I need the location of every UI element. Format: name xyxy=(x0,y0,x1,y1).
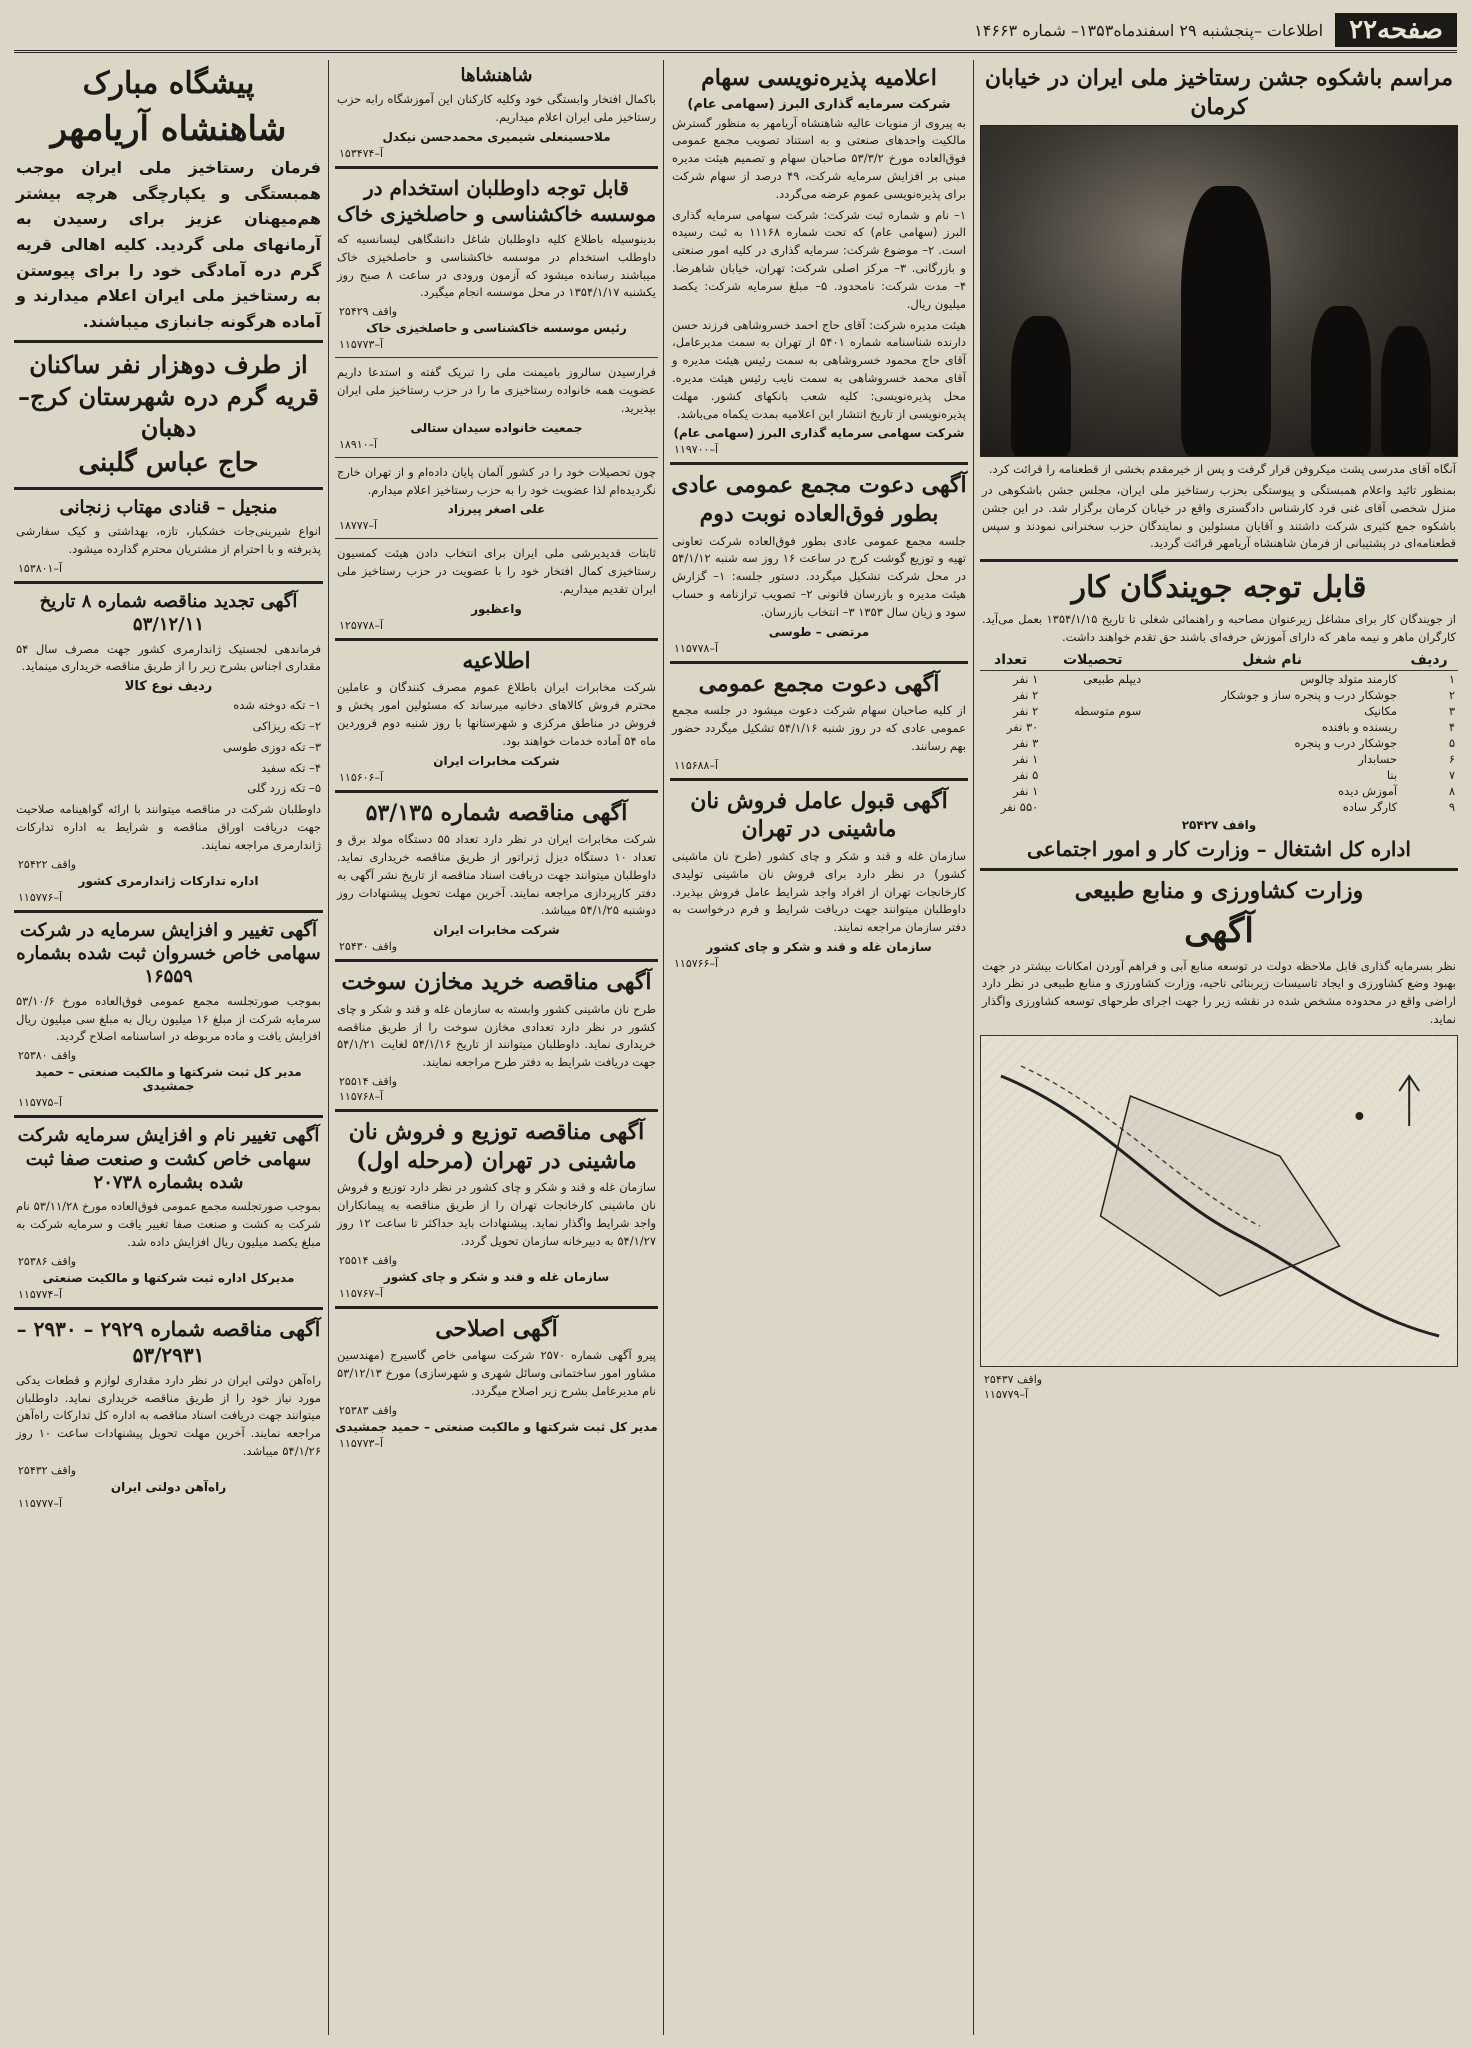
announcement-code: آ–۱۱۵۶۰۶ xyxy=(339,770,384,784)
capital1-headline: آگهی تغییر و افزایش سرمایه در شرکت سهامی خاص خسروان ثبت شده بشماره ۱۶۵۵۹ xyxy=(16,919,321,988)
table-header: نام شغل xyxy=(1144,650,1400,671)
land-map xyxy=(980,1035,1458,1367)
jobs-office: اداره کل اشتغال – وزارت کار و امور اجتماعی xyxy=(1027,836,1411,861)
column-2 xyxy=(670,60,968,2035)
fuel-code: واقف ۲۵۵۱۴ xyxy=(339,1075,398,1089)
distribution-code-2: آ–۱۱۵۷۶۷ xyxy=(339,1286,384,1300)
king-title-2: شاهنشاه آریامهر xyxy=(50,109,287,149)
shahinshaha-signature: ملاحسینعلی شیمیری محمدحسن نیکدل xyxy=(382,130,611,145)
table-row: ۴ ریسنده و بافنده ۳۰ نفر xyxy=(1006,719,1455,734)
shares-subtitle: شرکت سرمایه گذاری البرز (سهامی عام) xyxy=(687,96,951,112)
table-row: ۱ کارمند متولد چالوس دیپلم طبیعی ۱ نفر xyxy=(1013,671,1455,686)
announcement-signature: شرکت مخابرات ایران xyxy=(433,753,560,768)
meeting-signature: مرتضی – طوسی xyxy=(768,624,870,639)
table-row: ۶ حسابدار ۱ نفر xyxy=(1013,751,1455,766)
photo-caption: آنگاه آقای مدرسی پشت میکروفن قرار گرفت و پس از خیرمقدم بخشی از قطعنامه را قرائت کرد. xyxy=(988,462,1456,477)
ministry-name: وزارت کشاورزی و منابع طبیعی xyxy=(1074,877,1364,904)
shares-text-3: هیئت مدیره شرکت: آقای حاج احمد خسروشاهی فرزند حسن دارنده شناسنامه شماره ۵۴۰۱ از تهران به سمت مدیرعامل، آقای حاج محمود خسروشاهی به سمت رئیس هیئت مدیره و آقای محمد خسروشاهی به سمت نایب رئیس هیئت مدیره. محل پذیره‌نویسی: کلیه شعب بانکهای کشور. مهلت پذیره‌نویسی از تاریخ انتشار این اعلامیه بمدت یکماه می‌باشد. xyxy=(672,317,966,421)
ceremony-article: بمنظور تائید واعلام همبستگی و پیوستگی بحزب رستاخیز ملی ایران، مجلس جشن باشکوهی در منزل شخصی آقای غنی فرد کارشناس دادگستری واقع در خیابان کرمان برگزار شد. در این جشن باشکوه جمع کثیری شرکت داشتند و آقایان مسئولین و نمایندگان حزب سخنرانی نمودند و سپس قطعنامه‌ای در پشتیبانی از فرمان شاهنشاه آریامهر قرائت گردید. xyxy=(982,483,1456,551)
jobs-table xyxy=(980,650,1458,815)
announcement-text: شرکت مخابرات ایران باطلاع عموم مصرف کنندگان و عاملین محترم فروش کالاهای دخانیه میرساند که مسئولین امور پخش و فروش در مناطق مرکزی و شهرستانها با روز شنبه دوم فروردین ماه ۵۴ آماده خدمات خواهند بود. xyxy=(337,680,656,748)
table-header: تعداد xyxy=(980,650,1041,671)
jobs-intro: از جویندگان کار برای مشاغل زیرعنوان مصاحبه و راهنمائی شغلی تا تاریخ ۱۳۵۴/۱/۱۵ بعمل می‌آید. کارگران ماهر و نیمه ماهر که دارای آموزش حرفه‌ای باشند حق تقدم خواهند داشت. xyxy=(982,612,1456,645)
manjil-headline: منجیل – قنادی مهتاب زنجانی xyxy=(59,496,278,518)
loyalty-text: چون تحصیلات خود را در کشور آلمان پایان داده‌ام و از تهران خارج نگردیده‌ام لذا عضویت خود را به حزب رستاخیز اعلام میدارم. xyxy=(337,464,656,497)
capital2-text: بموجب صورتجلسه مجمع عمومی فوق‌العاده مورخ ۵۳/۱۱/۲۸ نام شرکت به کشت و صنعت صفا تغییر یافت و سرمایه شرکت به مبلغ یکصد میلیون ریال افزایش داده شد. xyxy=(16,1199,322,1250)
shares-headline: اعلامیه پذیره‌نویسی سهام xyxy=(701,65,937,91)
column-3 xyxy=(335,60,658,2035)
king-title-1: پیشگاه مبارک xyxy=(82,66,255,101)
map-code-2: آ–۱۱۵۷۷۹ xyxy=(984,1387,1029,1401)
party-code: آ–۱۸۹۱۰ xyxy=(339,437,378,451)
meeting-text: جلسه مجمع عمومی عادی بطور فوق‌العاده شرکت تعاونی تهیه و توزیع گوشت کرج در ساعت ۱۶ روز سه شنبه ۵۴/۱/۱۲ در محل شرکت تشکیل میگردد. دستور جلسه: ۱– گزارش هیئت مدیره و بازرسان قانونی ۲– تصویب ترازنامه و حساب سود و زیان سال ۱۳۵۳ ۳– انتخاب بازرسان. xyxy=(672,533,966,619)
rail-headline: آگهی مناقصه شماره ۲۹۲۹ – ۲۹۳۰ – ۵۳/۲۹۳۱ xyxy=(16,1316,321,1367)
map-drawing xyxy=(981,1036,1457,1366)
notice-heading: آگهی xyxy=(1184,911,1254,952)
list-item: ۱– تکه دوخته شده xyxy=(233,698,321,713)
bread-agent-signature: سازمان غله و قند و شکر و چای کشور xyxy=(706,939,932,954)
table-row: ۹ کارگر ساده ۵۵۰ نفر xyxy=(1000,799,1455,814)
hire-signature: رئیس موسسه خاکشناسی و حاصلخیزی خاک xyxy=(366,321,627,336)
table-row: ۸ آموزش دیده ۱ نفر xyxy=(1013,783,1455,798)
table-row: ۲ جوشکار درب و پنجره ساز و جوشکار ۲ نفر xyxy=(1013,687,1455,702)
rail-signature: راه‌آهن دولتی ایران xyxy=(110,1479,227,1494)
table-row: ۳ مکانیک سوم متوسطه ۲ نفر xyxy=(1013,703,1455,718)
rail-code-2: آ–۱۱۵۷۷۷ xyxy=(18,1496,63,1510)
cables-signature: واعظیور xyxy=(471,601,522,616)
capital2-code: واقف ۲۵۳۸۶ xyxy=(18,1254,77,1268)
party-text: فرارسیدن سالروز بامیمنت ملی را تبریک گفته و استدعا داریم عضویت همه خانواده رستاخیزی ما را در حزب رستاخیز ملی ایران بپذیرید. xyxy=(337,365,656,415)
list-item: ۴– تکه سفید xyxy=(261,760,321,775)
issue-line: اطلاعات –پنجشنبه ۲۹ اسفندماه۱۳۵۳– شماره ۱۴۶۶۳ xyxy=(974,20,1324,40)
correction-code-2: آ–۱۱۵۷۷۳ xyxy=(339,1436,384,1450)
capital2-signature: مدیرکل اداره ثبت شرکتها و مالکیت صنعتی xyxy=(42,1270,295,1285)
table-header: تحصیلات xyxy=(1041,650,1144,671)
correction-text: پیرو آگهی شماره ۲۵۷۰ شرکت سهامی خاص گاسیرج (مهندسین مشاور امور ساختمانی وسائل شهری و شهرسازی) مورخ ۵۳/۱۲/۱۳ نام مدیرعامل بشرح زیر اصلاح میگردد. xyxy=(337,1348,656,1398)
bread-agent-text: سازمان غله و قند و شکر و چای کشور (طرح نان ماشینی کشور) در نظر دارد برای فروش نان ماشینی تولیدی کارخانجات تهران از افراد واجد شرایط عامل فروش بپذیرد. داوطلبان میتوانند جهت دریافت شرایط و فرم درخواست به دفتر سازمان مراجعه نمایند. xyxy=(672,848,966,935)
cables-text: ثابتات قدیدیرشی ملی ایران برای انتخاب دادن هیئت کمسیون رستاخیزی کمال افتخار خود را با عضویت در حزب رستاخیز ملی ایران تقدیم میداریم. xyxy=(337,546,656,596)
ceremony-headline: مراسم باشکوه جشن رستاخیز ملی ایران در خیابان کرمان xyxy=(984,65,1454,120)
bread-agent-headline: آگهی قبول عامل فروش نان ماشینی در تهران xyxy=(690,787,948,843)
capital1-signature: مدیر کل ثبت شرکتها و مالکیت صنعتی – حمید جمشیدی xyxy=(35,1065,302,1094)
shares-signature: شرکت سهامی سرمایه گذاری البرز (سهامی عام) xyxy=(673,426,965,441)
announcement-headline: اطلاعیه xyxy=(462,647,531,674)
column-4 xyxy=(14,60,323,2035)
table-row: ۷ بنا ۵ نفر xyxy=(1013,767,1455,782)
correction-code: واقف ۲۵۳۸۳ xyxy=(339,1403,398,1417)
distribution-code: واقف ۲۵۵۱۴ xyxy=(339,1253,398,1267)
shahinshaha-text: باکمال افتخار وابستگی خود وکلیه کارکنان این آموزشگاه رابه حزب رستاخیز ملی ایران اعلام میداریم. xyxy=(337,92,656,125)
shahinshaha-headline: شاهنشاها xyxy=(460,65,533,86)
gm-headline: آگهی دعوت مجمع عمومی xyxy=(698,670,940,697)
column-rule xyxy=(663,60,664,2035)
village-headline: از طرف دوهزار نفر ساکنان قریه گرم دره شهرستان کرج–دهبان xyxy=(18,350,319,442)
hire-code-2: آ–۱۱۵۷۷۳ xyxy=(339,338,384,352)
distribution-signature: سازمان غله و قند و شکر و چای کشور xyxy=(383,1269,610,1284)
shahinshaha-code: آ–۱۵۳۴۷۴ xyxy=(339,147,384,161)
bread-agent-code: آ–۱۱۵۷۶۶ xyxy=(674,956,719,970)
party-signature: جمعیت خانواده سیدان ستالی xyxy=(410,420,583,435)
hire-headline: قابل توجه داوطلبان استخدام در موسسه خاکشناسی و حاصلخیزی خاک xyxy=(336,176,657,227)
capital1-code-2: آ–۱۱۵۷۷۵ xyxy=(18,1096,63,1110)
ministry-text: نظر بسرمایه گذاری قابل ملاحظه دولت در توسعه منابع آبی و فراهم آوردن امکانات بیشتر در جهت بهبود وضع کشاورزی و ایجاد تاسیسات زیربنائی ناحیه، وزارت کشاورزی و منابع طبیعی در نظر دارد اراضی واقع در محدوده مشخص شده در نقشه زیر را جهت اجرای طرحهای توسعه کشاورزی واگذار نماید. xyxy=(982,958,1456,1027)
hire-code: واقف ۲۵۴۲۹ xyxy=(339,305,398,319)
fuel-code-2: آ–۱۱۵۷۶۸ xyxy=(339,1090,384,1104)
jobs-code: واقف ۲۵۴۲۷ xyxy=(1181,817,1257,832)
rail-code: واقف ۲۵۴۳۲ xyxy=(18,1463,77,1477)
retender-text-2: داوطلبان شرکت در مناقصه میتوانند با ارائه گواهینامه صلاحیت جهت دریافت اوراق مناقصه و شرایط به اداره تدارکات ژاندارمری مراجعه نمایند. xyxy=(16,802,321,852)
map-code: واقف ۲۵۴۳۷ xyxy=(984,1372,1043,1386)
list-item: ۲– تکه ریزاکی xyxy=(252,718,321,733)
retender-headline: آگهی تجدید مناقصه شماره ۸ تاریخ ۵۳/۱۲/۱۱ xyxy=(39,590,298,636)
gm-text: از کلیه صاحبان سهام شرکت دعوت میشود در جلسه مجمع عمومی عادی که در روز شنبه ۵۴/۱/۱۶ تشکیل میگردد حضور بهم رسانند. xyxy=(672,703,966,753)
fuel-headline: آگهی مناقصه خرید مخازن سوخت xyxy=(341,969,652,996)
manjil-code: آ–۱۵۳۸۰۱ xyxy=(18,561,63,575)
retender-code: واقف ۲۵۴۲۲ xyxy=(18,857,77,871)
table-row: ۵ جوشکار درب و پنجره ۳ نفر xyxy=(1013,735,1455,750)
hire-text: بدینوسیله باطلاع کلیه داوطلبان شاغل دانشگاهی لیسانسیه که داوطلب استخدام در موسسه خاکشناسی و حاصلخیزی خاک میباشند رسانده میشود که آزمون ورودی در ساعت ۸ صبح روز یکشنبه ۱۳۵۴/۱/۱۷ در محل موسسه انجام میگیرد. xyxy=(337,232,656,300)
items-header: ردیف نوع کالا xyxy=(124,679,213,695)
village-name: حاج عباس گلبنی xyxy=(78,447,259,478)
fuel-text: طرح نان ماشینی کشور وابسته به سازمان غله و قند و شکر و چای کشور در نظر دارد تعدادی مخازن سوخت را از طریق مناقصه خریداری نماید. داوطلبان میتوانند از تاریخ ۵۴/۱/۱۶ لغایت ۵۴/۱/۲۱ جهت دریافت شرایط به دفتر طرح مراجعه نمایند. xyxy=(337,1001,656,1070)
tender-headline: آگهی مناقصه شماره ۵۳/۱۳۵ xyxy=(365,799,628,826)
rail-text: راه‌آهن دولتی ایران در نظر دارد مقداری لوازم و قطعات یدکی مورد نیاز خود را از طریق مناقصه خریداری نماید. داوطلبان میتوانند جهت دریافت اسناد مناقصه به اداره کل تدارکات راه‌آهن مراجعه نمایند. آخرین مهلت تحویل پیشنهادات ساعت ۱۰ روز ۵۴/۱/۲۶ میباشد. xyxy=(16,1372,321,1459)
tender-code: واقف ۲۵۴۳۰ xyxy=(339,940,398,954)
masthead xyxy=(14,10,1457,53)
king-message: فرمان رستاخیز ملی ایران موجب همبستگی و یکپارچگی هرچه بیشتر هم‌میهنان عزیز برای رسیدن به آرمانهای ملی گردید. کلیه اهالی قریه گرم دره آمادگی خود را برای پیوستن به رستاخیز ملی ایران اعلام میدارند و آماده هرگونه جانبازی میباشند. xyxy=(16,158,321,331)
shares-text-2: ۱– نام و شماره ثبت شرکت: شرکت سهامی سرمایه گذاری البرز (سهامی عام) که تحت شماره ۱۱۱۶۸ به ثبت رسیده است. ۲– موضوع شرکت: سرمایه گذاری در کلیه امور صنعتی و بازرگانی. ۳– مرکز اصلی شرکت: تهران، خیابان شاهرضا. ۴– مدت شرکت: نامحدود. ۵– مبلغ سرمایه شرکت: یکصد میلیون ریال. xyxy=(672,207,967,311)
retender-code-2: آ–۱۱۵۷۷۶ xyxy=(18,890,63,904)
ceremony-photo xyxy=(980,125,1458,457)
column-rule xyxy=(973,60,974,2035)
meeting-code: آ–۱۱۵۷۷۸ xyxy=(674,641,719,655)
shares-text-1: به پیروی از منویات عالیه شاهنشاه آریامهر به منظور گسترش مالکیت واحدهای صنعتی و به استناد تصویب مجمع عمومی فوق‌العاده مورخ ۵۳/۳/۲ صاحبان سهام و تصمیم هیئت مدیره مبنی بر افزایش سرمایه شرکت، ۴۹ درصد از سهام شرکت برای پذیره‌نویسی عموم عرضه می‌گردد. xyxy=(672,115,967,201)
retender-signature: اداره تدارکات ژاندارمری کشور xyxy=(78,873,259,888)
correction-headline: آگهی اصلاحی xyxy=(435,1315,558,1342)
table-header: ردیف xyxy=(1400,650,1458,671)
capital2-code-2: آ–۱۱۵۷۷۴ xyxy=(18,1287,63,1301)
correction-signature: مدیر کل ثبت شرکتها و مالکیت صنعتی – حمید جمشیدی xyxy=(335,1419,658,1434)
retender-text: فرماندهی لجستیک ژاندارمری کشور جهت مصرف سال ۵۴ مقداری اجناس بشرح زیر را از طریق مناقصه خریداری مینماید. xyxy=(16,641,321,674)
capital1-text: بموجب صورتجلسه مجمع عمومی فوق‌العاده مورخ ۵۳/۱۰/۶ سرمایه شرکت از مبلغ ۱۶ میلیون ریال به مبلغ سی میلیون ریال افزایش یافت و ماده مربوطه در اساسنامه اصلاح گردید. xyxy=(16,993,321,1044)
loyalty-signature: علی اصغر پیرزاد xyxy=(447,502,546,517)
jobs-headline: قابل توجه جویندگان کار xyxy=(1071,570,1367,606)
meeting-headline: آگهی دعوت مجمع عمومی عادی بطور فوق‌العاده نوبت دوم xyxy=(671,472,967,527)
column-rule xyxy=(328,60,329,2035)
cables-code: آ–۱۲۵۷۷۸ xyxy=(339,618,384,632)
loyalty-code: آ–۱۸۷۷۷ xyxy=(339,519,378,533)
tender-text: شرکت مخابرات ایران در نظر دارد تعداد ۵۵ دستگاه مولد برق و تعداد ۱۰ دستگاه دیزل ژنراتور از طریق مناقصه خریداری نماید. داوطلبان میتوانند جهت دریافت اسناد مناقصه از تاریخ نشر آگهی به دفتر کارپردازی مراجعه نمایند. آخرین مهلت تحویل پیشنهادات روز دوشنبه ۵۴/۱/۲۵ میباشد. xyxy=(337,832,656,918)
gm-code: آ–۱۱۵۶۸۸ xyxy=(674,758,719,772)
column-1 xyxy=(980,60,1458,2035)
page-number: صفحه۲۲ xyxy=(1335,13,1457,47)
list-item: ۳– تکه دوزی طوسی xyxy=(222,739,321,754)
distribution-headline: آگهی مناقصه توزیع و فروش نان ماشینی در تهران (مرحله اول) xyxy=(348,1119,645,1174)
capital1-code: واقف ۲۵۳۸۰ xyxy=(18,1049,77,1063)
capital2-headline: آگهی تغییر نام و افزایش سرمایه شرکت سهامی خاص کشت و صنعت صفا ثبت شده بشماره ۲۰۷۳۸ xyxy=(17,1125,320,1194)
list-item: ۵– تکه زرد گلی xyxy=(247,781,321,796)
distribution-text: سازمان غله و قند و شکر و چای کشور در نظر دارد توزیع و فروش نان ماشینی کارخانجات تهران را از طریق مناقصه به پیمانکاران واجد شرایط واگذار نماید. پیشنهادات باید حداکثر تا ساعت ۱۲ روز ۵۴/۱/۲۷ به دبیرخانه سازمان تحویل گردد. xyxy=(337,1180,656,1248)
manjil-text: انواع شیرینی‌جات خشکبار، تازه، بهداشتی و کیک سفارشی پذیرفته و با احترام از مشتریان محترم گذارده میشود. xyxy=(16,524,321,556)
tender-signature: شرکت مخابرات ایران xyxy=(433,923,560,938)
shares-code: آ–۱۱۹۷۰۰ xyxy=(674,443,719,457)
